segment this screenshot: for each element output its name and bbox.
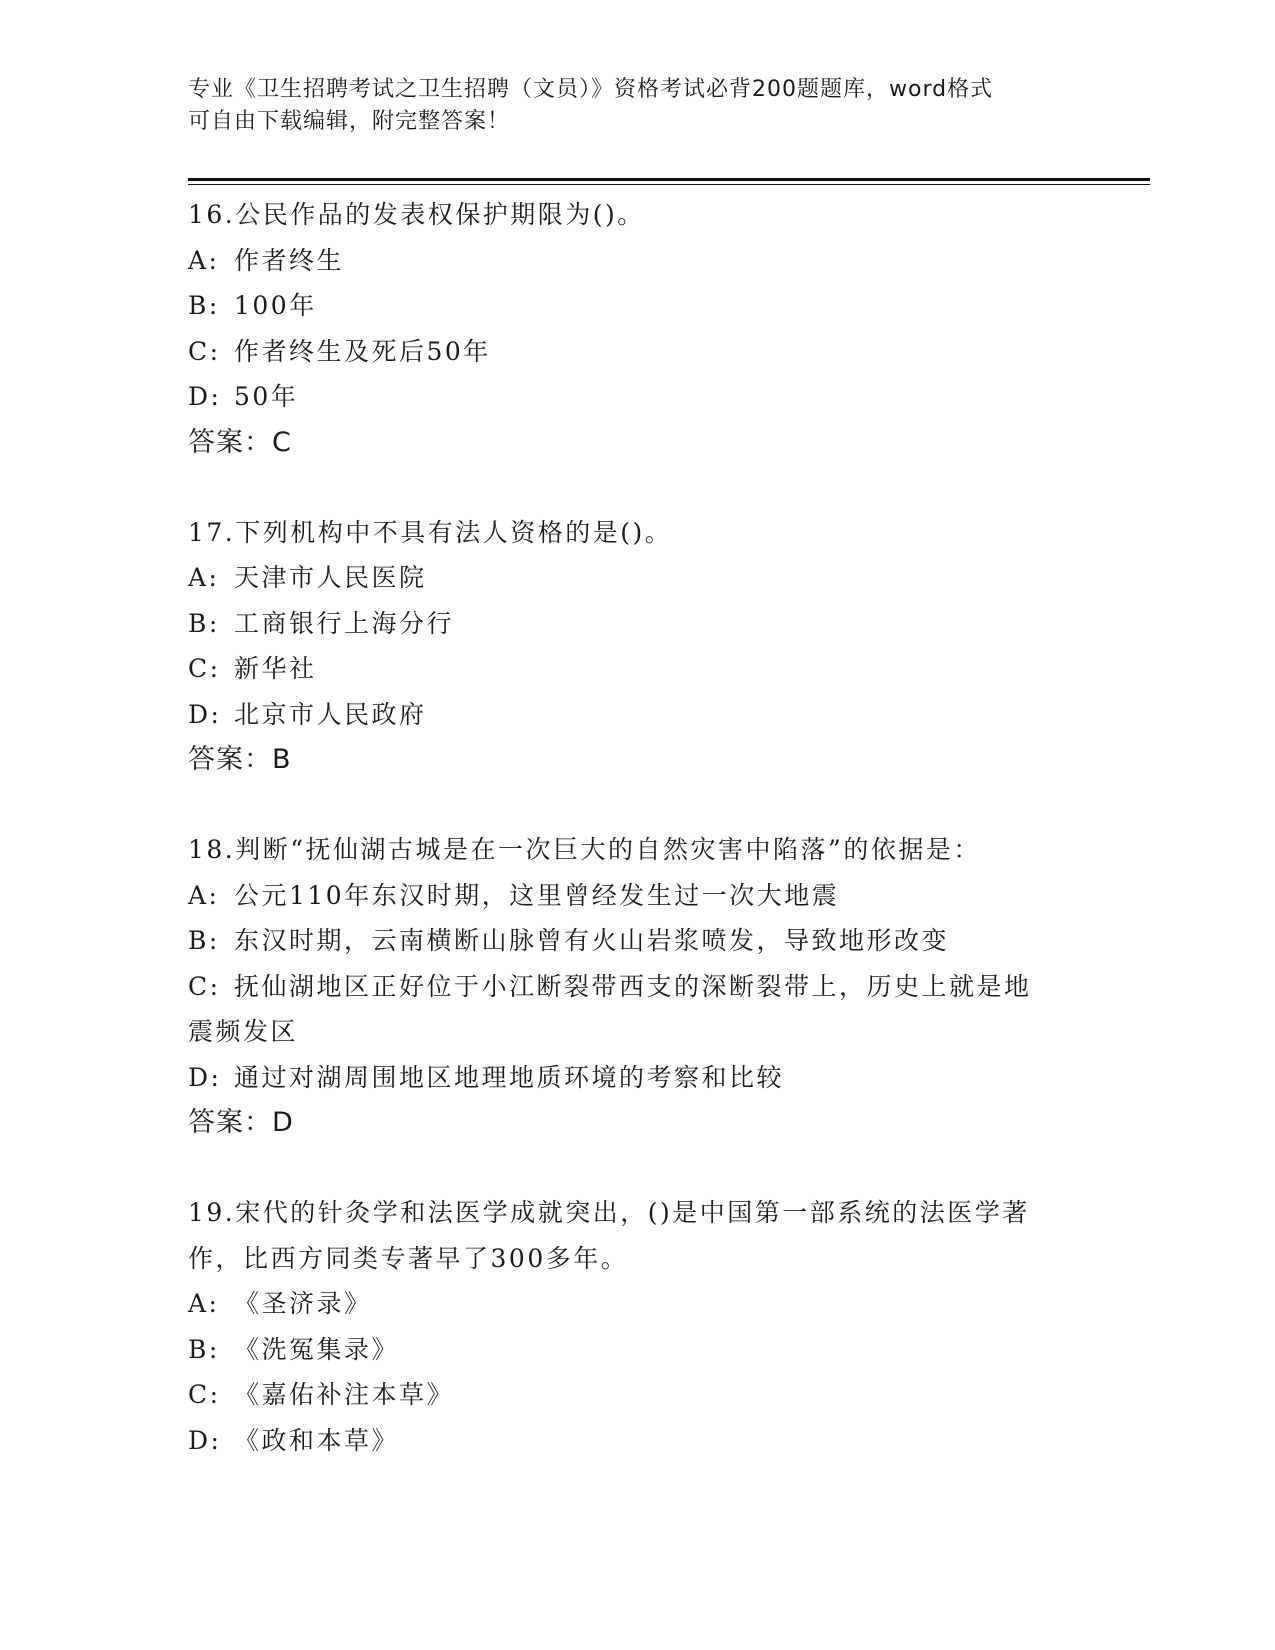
option-text: 天津市人民医院 xyxy=(234,563,427,592)
question-18 xyxy=(188,827,1088,1146)
document-header xyxy=(188,74,1088,138)
header-rule-thin xyxy=(188,184,1150,185)
question-16 xyxy=(188,192,1088,466)
option-a xyxy=(188,238,1088,284)
option-text: 50年 xyxy=(234,382,299,411)
question-19 xyxy=(188,1190,1088,1463)
option-key: B: xyxy=(188,1334,220,1364)
question-text: 17.下列机构中不具有法人资格的是()。 xyxy=(188,517,673,547)
option-text: 公元110年东汉时期，这里曾经发生过一次大地震 xyxy=(234,880,840,910)
question-text: 18.判断“抚仙湖古城是在一次巨大的自然灾害中陷落”的依据是： xyxy=(188,835,981,864)
option-text: 《圣济录》 xyxy=(234,1289,372,1318)
option-text: 通过对湖周围地区地理地质环境的考察和比较 xyxy=(234,1062,785,1092)
option-text: 新华社 xyxy=(234,654,317,683)
option-a xyxy=(188,555,1088,601)
option-key: A: xyxy=(188,1289,220,1318)
question-text-line-1: 19.宋代的针灸学和法医学成就突出，()是中国第一部系统的法医学著 xyxy=(188,1198,1030,1227)
option-key: D: xyxy=(188,1425,222,1455)
answer-line: 答案：B xyxy=(188,744,292,775)
option-b xyxy=(188,283,1088,329)
question-17 xyxy=(188,510,1088,784)
option-key: D: xyxy=(188,1062,222,1092)
option-text: 北京市人民政府 xyxy=(234,699,427,729)
option-key: B: xyxy=(188,291,220,320)
option-key: D: xyxy=(188,699,222,729)
option-key: C: xyxy=(188,336,221,366)
option-text: 东汉时期，云南横断山脉曾有火山岩浆喷发，导致地形改变 xyxy=(234,926,950,955)
option-text: 《政和本草》 xyxy=(234,1425,400,1455)
option-key: C: xyxy=(188,971,221,1001)
option-c-continuation: 震频发区 xyxy=(188,1017,299,1046)
option-d xyxy=(188,692,1088,738)
option-text: 《洗冤集录》 xyxy=(234,1334,400,1364)
option-text: 100年 xyxy=(234,291,317,320)
header-line-2: 可自由下载编辑，附完整答案！ xyxy=(188,109,511,134)
option-b xyxy=(188,601,1088,647)
question-list xyxy=(188,192,1088,1463)
option-b xyxy=(188,918,1088,964)
option-c xyxy=(188,329,1088,375)
option-a xyxy=(188,873,1088,919)
option-key: A: xyxy=(188,563,220,592)
option-text: 工商银行上海分行 xyxy=(234,608,455,638)
option-key: A: xyxy=(188,880,220,910)
option-b xyxy=(188,1327,1088,1373)
option-key: C: xyxy=(188,654,221,683)
question-text: 16.公民作品的发表权保护期限为()。 xyxy=(188,200,645,229)
header-rule-thick xyxy=(188,178,1150,181)
option-text: 抚仙湖地区正好位于小江断裂带西支的深断裂带上，历史上就是地 xyxy=(234,971,1032,1001)
option-key: A: xyxy=(188,245,220,275)
header-line-1: 专业《卫生招聘考试之卫生招聘（文员）》资格考试必背200题题库，word格式 xyxy=(188,77,994,102)
option-c xyxy=(188,1372,1088,1418)
option-key: B: xyxy=(188,608,220,638)
option-d xyxy=(188,374,1088,420)
answer-line: 答案：D xyxy=(188,1107,294,1138)
option-text: 《嘉佑补注本草》 xyxy=(234,1380,455,1409)
answer-line: 答案：C xyxy=(188,426,292,458)
option-key: D: xyxy=(188,382,222,411)
option-key: C: xyxy=(188,1380,221,1409)
option-text: 作者终生及死后50年 xyxy=(234,336,491,366)
option-d xyxy=(188,1055,1088,1101)
option-c xyxy=(188,964,1088,1010)
question-text-line-2: 作，比西方同类专著早了300多年。 xyxy=(188,1243,629,1273)
option-c xyxy=(188,646,1088,692)
option-key: B: xyxy=(188,926,220,955)
option-text: 作者终生 xyxy=(234,245,345,275)
option-a xyxy=(188,1281,1088,1327)
option-d xyxy=(188,1418,1088,1464)
